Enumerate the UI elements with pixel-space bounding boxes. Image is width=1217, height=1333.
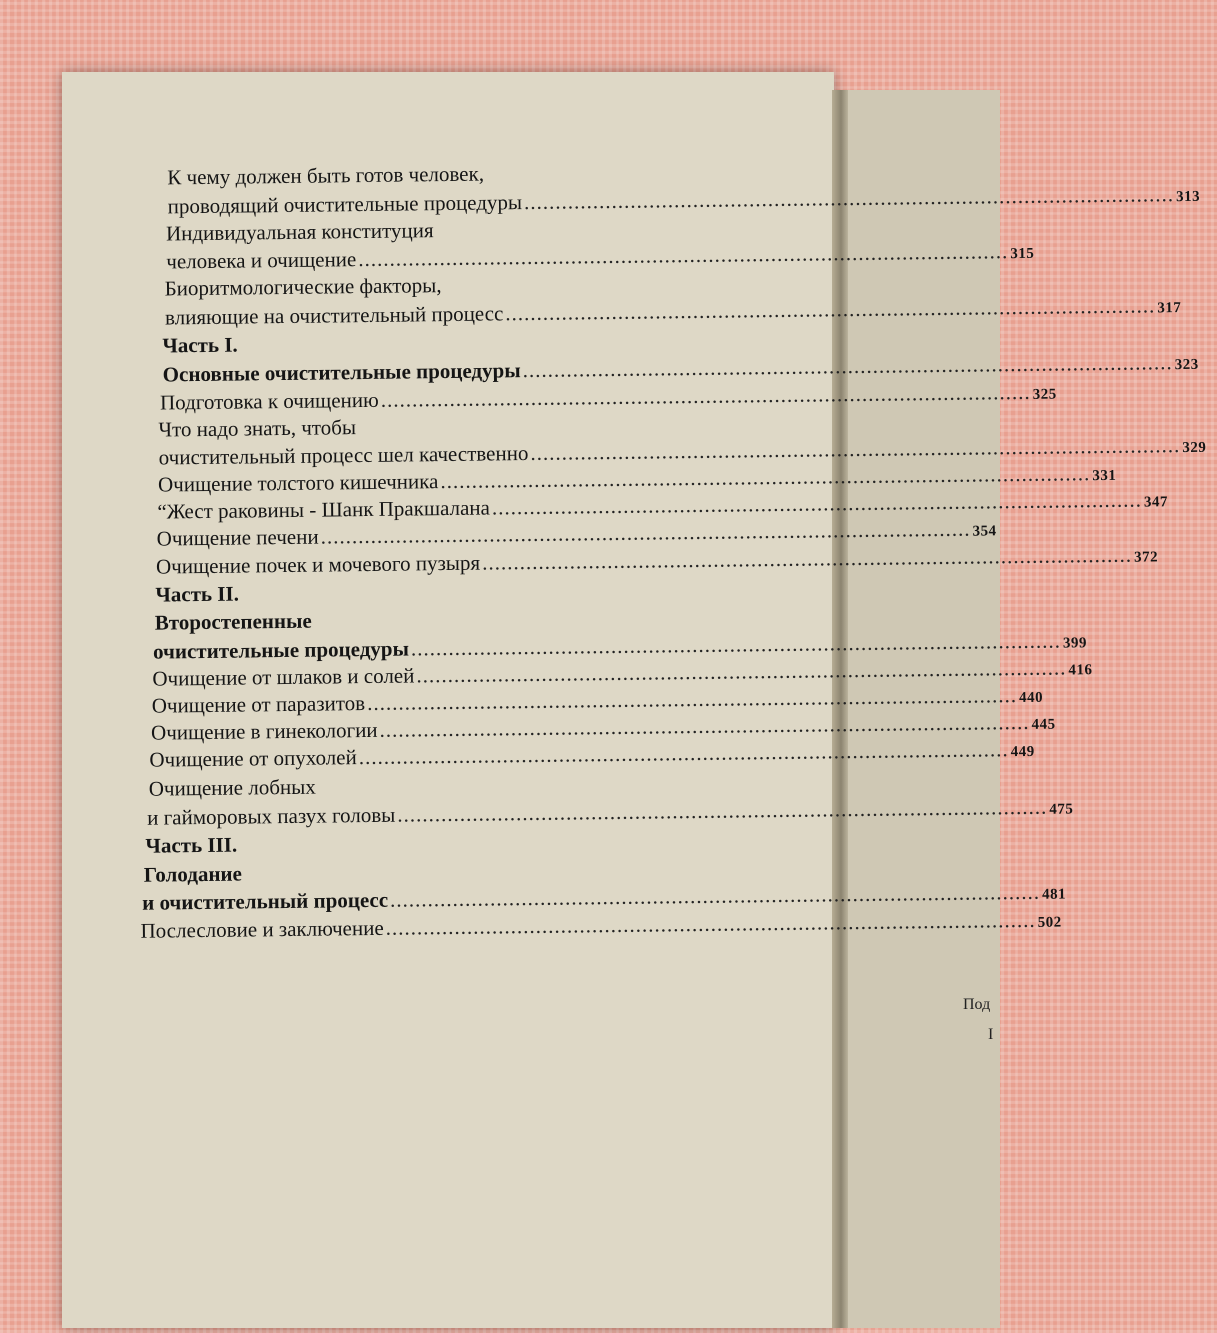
toc-entry: Подготовка к очищению ........................................................................................................ 325 (159, 379, 1057, 415)
toc-entry: очистительный процесс шел качественно ........................................................................................................ 329 (158, 433, 1207, 470)
toc-entry: Очищение от шлаков и солей ........................................................................................................ 416 (152, 655, 1093, 691)
toc-entry: “Жест раковины - Шанк Пракшалана ........................................................................................................ 347 (157, 487, 1168, 524)
toc-entry: Очищение от паразитов ........................................................................................................ 440 (151, 683, 1044, 718)
toc-entry: человека и очищение ........................................................................................................ 315 (166, 239, 1035, 274)
toc-entry: Основные очистительные процедуры ........................................................................................................ 323 (162, 350, 1199, 387)
toc-part-heading: Часть II. (155, 581, 240, 607)
toc-entry: Послесловие и заключение ........................................................................................................ 502 (140, 907, 1062, 943)
right-page-text-2: I (988, 1026, 994, 1043)
toc-entry: Очищение почек и мочевого пузыря ........................................................................................................ 372 (155, 542, 1159, 579)
toc-part-heading: Часть III. (145, 832, 238, 858)
right-page-text: Под (963, 996, 991, 1013)
toc-entry: Очищение в гинекологии ........................................................................................................ 445 (150, 709, 1056, 745)
toc-entry: очистительные процедуры ........................................................................................................ 399 (152, 628, 1088, 664)
toc-entry: Очищение от опухолей ........................................................................................................ 449 (149, 737, 1035, 772)
toc-part-heading: Часть I. (162, 332, 238, 358)
toc-entry: влияющие на очистительный процесс ........................................................................................................ 317 (164, 293, 1182, 330)
toc-line: Что надо знать, чтобы (158, 415, 357, 442)
toc-entry: проводящий очистительные процедуры ........................................................................................................ 313 (167, 182, 1201, 219)
toc-line: Индивидуальная конституция (165, 218, 434, 246)
toc-line: К чему должен быть готов человек, (167, 161, 485, 190)
toc-entry: и очистительный процесс ........................................................................................................ 481 (142, 879, 1067, 915)
toc-entry: и гайморовых пазух головы ........................................................................................................ 475 (146, 794, 1074, 830)
toc-line: Биоритмологические факторы, (164, 273, 442, 301)
toc-line: Голодание (143, 861, 243, 887)
toc-entry: Очищение толстого кишечника ........................................................................................................ 331 (157, 461, 1117, 497)
toc-line: Второстепенные (154, 608, 312, 635)
toc-line: Очищение лобных (148, 774, 316, 801)
toc-entry: Очищение печени ........................................................................................................ 354 (156, 516, 997, 551)
